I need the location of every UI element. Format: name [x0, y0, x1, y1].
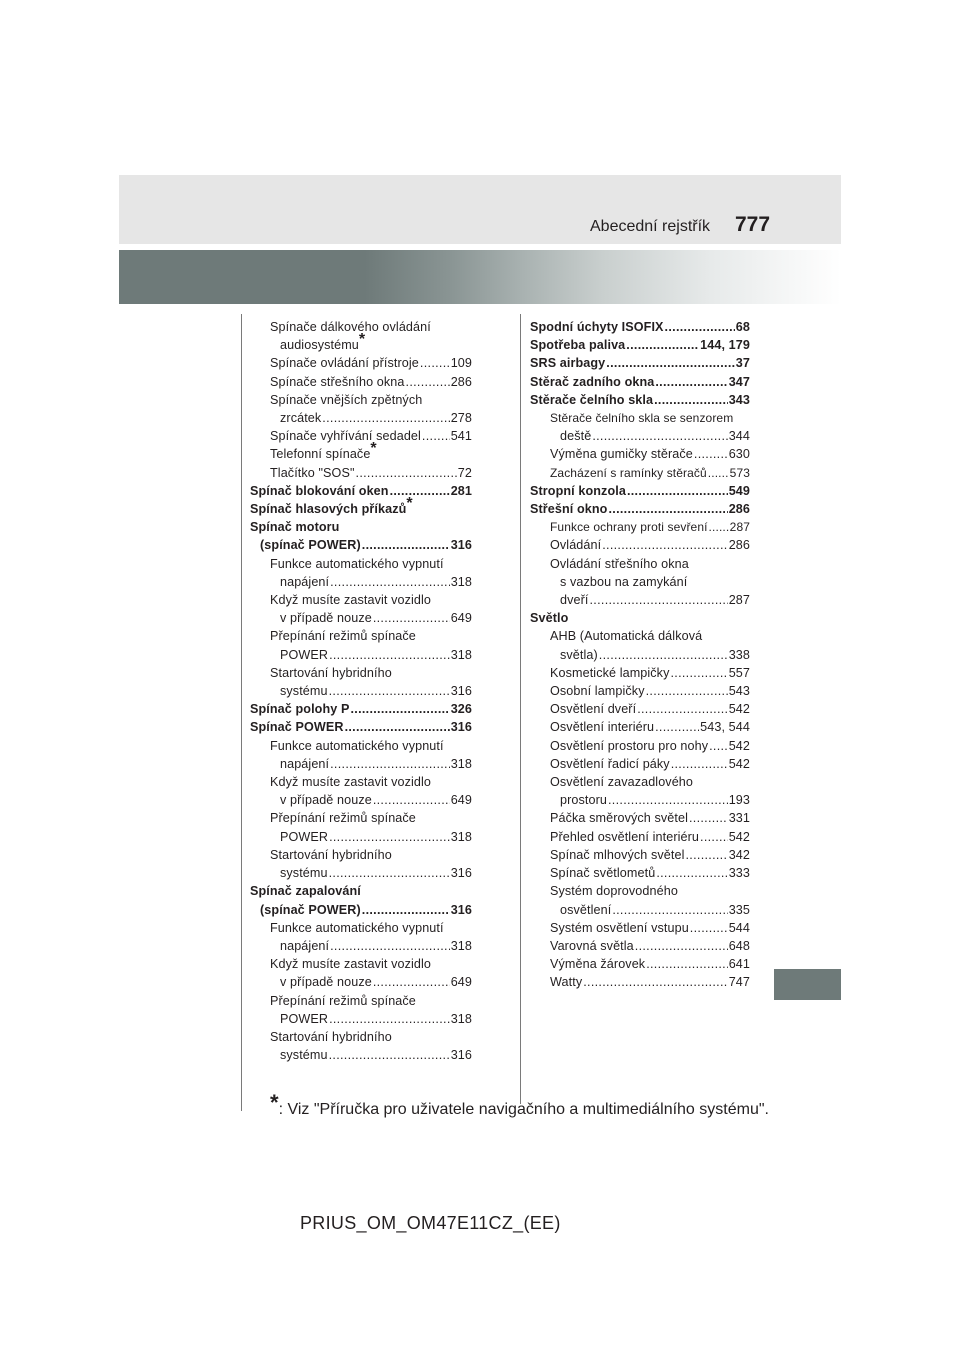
- index-entry: napájení . . . 318: [250, 755, 472, 773]
- index-entry: Spínače dálkového ovládání: [270, 320, 431, 334]
- column-rule-middle: [520, 314, 521, 1104]
- page-ref: 316: [450, 538, 472, 553]
- page-ref: 573: [729, 465, 750, 480]
- page-ref: 649: [450, 975, 472, 990]
- page-ref: 549: [728, 483, 750, 498]
- page-number: 777: [735, 213, 771, 236]
- index-entry: Výměna žárovek . . . 641: [530, 955, 750, 973]
- index-column-right: [530, 318, 750, 992]
- footnote-marker: *: [270, 1090, 279, 1115]
- index-entry: Stěrače čelního skla se senzorem: [550, 411, 734, 426]
- index-entry: POWER . . . 318: [250, 1010, 472, 1028]
- page-ref: 318: [450, 1011, 472, 1026]
- page-ref: 316: [450, 720, 472, 735]
- index-entry: Spínač POWER . . . 316: [250, 718, 472, 736]
- index-entry: napájení . . . 318: [250, 573, 472, 591]
- index-entry: Spodní úchyty ISOFIX . . . 68: [530, 318, 750, 336]
- index-entry: Stěrače čelního skla . . . 343: [530, 391, 750, 409]
- index-entry: Systém doprovodného: [550, 884, 678, 899]
- page-ref: 287: [729, 520, 750, 535]
- page-ref: 541: [450, 429, 472, 444]
- index-entry: Osvětlení prostoru pro nohy . . . 542: [530, 737, 750, 755]
- header-gradient-band: [119, 250, 841, 304]
- index-entry: Startování hybridního: [270, 1029, 392, 1044]
- page-ref: 649: [450, 793, 472, 808]
- page-ref: 630: [728, 447, 750, 462]
- index-entry: Přehled osvětlení interiéru . . . 542: [530, 828, 750, 846]
- page-ref: 544: [728, 920, 750, 935]
- index-entry: Osobní lampičky . . . 543: [530, 682, 750, 700]
- index-entry: prostoru . . . 193: [530, 791, 750, 809]
- page-ref: 316: [450, 866, 472, 881]
- index-entry: Varovná světla . . . 648: [530, 937, 750, 955]
- index-entry: Telefonní spínače*: [270, 440, 377, 462]
- page-ref: 641: [728, 957, 750, 972]
- page-ref: 649: [450, 611, 472, 626]
- index-entry: Světlo: [530, 611, 569, 626]
- index-entry: Startování hybridního: [270, 665, 392, 680]
- header-bar: [119, 175, 841, 244]
- page-ref: 747: [728, 975, 750, 990]
- index-entry: Spínač mlhových světel . . . 342: [530, 846, 750, 864]
- index-entry: Funkce automatického vypnutí: [270, 556, 444, 571]
- index-entry: Spínač polohy P . . . 326: [250, 700, 472, 718]
- page-ref: 318: [450, 574, 472, 589]
- page-ref: 335: [728, 902, 750, 917]
- index-entry: systému . . . 316: [250, 682, 472, 700]
- index-entry: zrcátek . . . 278: [250, 409, 472, 427]
- index-entry: Spínač motoru: [250, 520, 340, 535]
- index-entry: Osvětlení zavazadlového: [550, 775, 694, 790]
- index-entry: AHB (Automatická dálková: [550, 629, 703, 644]
- index-entry: Spínač světlometů . . . 333: [530, 864, 750, 882]
- page-ref: 344: [728, 429, 750, 444]
- index-entry: Funkce automatického vypnutí: [270, 738, 444, 753]
- index-entry: (spínač POWER) . . . 316: [250, 536, 472, 554]
- page-ref: 542: [728, 702, 750, 717]
- index-entry: systému . . . 316: [250, 1046, 472, 1064]
- page-ref: 286: [450, 374, 472, 389]
- page-ref: 281: [450, 483, 472, 498]
- index-entry: v případě nouze . . . 649: [250, 791, 472, 809]
- page-ref: 193: [728, 793, 750, 808]
- index-entry: Ovládání střešního okna: [550, 556, 689, 571]
- page-ref: 542: [728, 738, 750, 753]
- index-entry: Spínač blokování oken . . . 281: [250, 482, 472, 500]
- index-entry: Kosmetické lampičky . . . 557: [530, 664, 750, 682]
- index-entry: Spínače ovládání přístroje . . . 109: [250, 354, 472, 372]
- index-entry: Osvětlení interiéru . . . 543, 544: [530, 718, 750, 736]
- index-entry: Spínače vnějších zpětných: [270, 392, 423, 407]
- index-entry: Osvětlení řadicí páky . . . 542: [530, 755, 750, 773]
- index-entry: deště . . . 344: [530, 427, 750, 445]
- page-ref: 318: [450, 756, 472, 771]
- page-ref: 286: [728, 502, 750, 517]
- index-entry: Přepínání režimů spínače: [270, 629, 416, 644]
- chapter-tab: [774, 969, 841, 1000]
- index-entry: Páčka směrových světel . . . 331: [530, 809, 750, 827]
- page-ref: 286: [728, 538, 750, 553]
- index-entry: v případě nouze . . . 649: [250, 973, 472, 991]
- index-entry: POWER . . . 318: [250, 646, 472, 664]
- index-entry: Když musíte zastavit vozidlo: [270, 775, 431, 790]
- index-entry: osvětlení . . . 335: [530, 901, 750, 919]
- index-entry: Střešní okno . . . 286: [530, 500, 750, 518]
- page-ref: 543, 544: [700, 720, 750, 735]
- page-ref: 542: [728, 756, 750, 771]
- index-entry: systému . . . 316: [250, 864, 472, 882]
- page-ref: 316: [450, 684, 472, 699]
- page-ref: 109: [450, 356, 472, 371]
- page-ref: 557: [728, 665, 750, 680]
- index-entry: Systém osvětlení vstupu . . . 544: [530, 919, 750, 937]
- footnote-text: : Viz "Příručka pro uživatele navigačního a multimediálního systému".: [278, 1101, 769, 1118]
- page-ref: 648: [728, 938, 750, 953]
- page-ref: 318: [450, 938, 472, 953]
- page-ref: 338: [728, 647, 750, 662]
- index-entry: Spotřeba paliva . . . 144, 179: [530, 336, 750, 354]
- document-id: PRIUS_OM_OM47E11CZ_(EE): [300, 1213, 561, 1233]
- index-entry: Funkce automatického vypnutí: [270, 920, 444, 935]
- index-entry: Osvětlení dveří . . . 542: [530, 700, 750, 718]
- index-column-left: [250, 318, 472, 1064]
- column-rule-left: [241, 314, 242, 1111]
- page-ref: 316: [450, 1048, 472, 1063]
- page-ref: 278: [450, 411, 472, 426]
- page-ref: 331: [728, 811, 750, 826]
- footnote: [270, 1090, 769, 1119]
- index-entry: světla) . . . 338: [530, 646, 750, 664]
- page-ref: 333: [728, 866, 750, 881]
- page-ref: 37: [735, 356, 750, 371]
- index-entry: dveří . . . 287: [530, 591, 750, 609]
- index-entry: Spínač zapalování: [250, 884, 361, 899]
- index-entry: Startování hybridního: [270, 847, 392, 862]
- index-entry: (spínač POWER) . . . 316: [250, 901, 472, 919]
- index-entry: Watty . . . 747: [530, 973, 750, 991]
- page-ref: 318: [450, 647, 472, 662]
- index-entry: s vazbou na zamykání: [560, 574, 688, 589]
- index-entry: Ovládání . . . 286: [530, 536, 750, 554]
- index-entry: Stěrač zadního okna . . . 347: [530, 373, 750, 391]
- page-ref: 326: [450, 702, 472, 717]
- page-ref: 347: [728, 374, 750, 389]
- index-entry: Když musíte zastavit vozidlo: [270, 957, 431, 972]
- index-entry: Spínač hlasových příkazů*: [250, 495, 413, 517]
- index-entry: Stropní konzola . . . 549: [530, 482, 750, 500]
- index-entry: Spínače střešního okna . . . 286: [250, 373, 472, 391]
- page-ref: 68: [735, 320, 750, 334]
- index-entry: Spínače vyhřívání sedadel . . . 541: [250, 427, 472, 445]
- index-entry: audiosystému*: [280, 331, 366, 353]
- page-ref: 144, 179: [700, 338, 750, 353]
- page-ref: 542: [728, 829, 750, 844]
- index-entry: Funkce ochrany proti sevření . . . 287: [530, 518, 750, 536]
- index-entry: napájení . . . 318: [250, 937, 472, 955]
- page-ref: 343: [728, 392, 750, 407]
- page-ref: 318: [450, 829, 472, 844]
- section-title: Abecední rejstřík: [590, 218, 711, 235]
- page-ref: 316: [450, 902, 472, 917]
- page-ref: 342: [728, 847, 750, 862]
- index-entry: Přepínání režimů spínače: [270, 811, 416, 826]
- index-entry: Tlačítko "SOS" . . . 72: [250, 464, 472, 482]
- page-ref: 543: [728, 684, 750, 699]
- page-ref: 287: [728, 593, 750, 608]
- index-entry: Když musíte zastavit vozidlo: [270, 593, 431, 608]
- index-entry: SRS airbagy . . . 37: [530, 354, 750, 372]
- index-entry: Přepínání režimů spínače: [270, 993, 416, 1008]
- index-entry: Výměna gumičky stěrače . . . 630: [530, 445, 750, 463]
- page-ref: 72: [457, 465, 472, 480]
- index-entry: Zacházení s ramínky stěračů . . . 573: [530, 464, 750, 482]
- index-entry: v případě nouze . . . 649: [250, 609, 472, 627]
- index-entry: POWER . . . 318: [250, 828, 472, 846]
